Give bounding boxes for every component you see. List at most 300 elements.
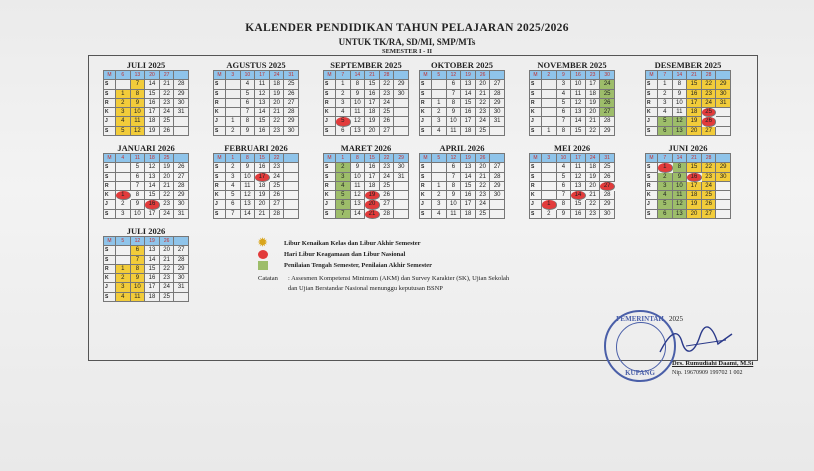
date-cell: 26 [702, 200, 717, 209]
date-cell: 18 [461, 210, 476, 219]
stamp-bottom-text: KUPANG [625, 369, 655, 377]
weekday-label: K [646, 191, 658, 200]
date-cell: 8 [241, 117, 256, 126]
signatory-name: Drs. Rumudiahi Daami, M.Si [672, 360, 754, 367]
month-name: JUNI 2026 [668, 143, 708, 153]
sunday-header-cell: 22 [380, 154, 395, 163]
date-cell [174, 117, 189, 126]
date-cell: 24 [380, 99, 395, 108]
date-cell: 4 [116, 117, 131, 126]
date-cell: 16 [365, 163, 380, 172]
date-cell: 22 [476, 182, 491, 191]
sunday-header-cell: M [104, 154, 116, 163]
sunday-header-cell: 9 [557, 71, 572, 80]
date-cell: 13 [351, 200, 366, 209]
signature-block [604, 310, 754, 390]
date-cell: 4 [116, 293, 131, 302]
date-cell: 15 [365, 80, 380, 89]
weekday-label: S [646, 127, 658, 136]
date-cell: 23 [476, 108, 491, 117]
weekday-label: S [646, 90, 658, 99]
date-cell: 30 [490, 191, 505, 200]
legend-item-pts [258, 260, 432, 271]
date-cell: 17 [586, 80, 601, 89]
date-cell: 15 [145, 90, 160, 99]
date-cell: 11 [673, 191, 688, 200]
date-cell: 23 [160, 200, 175, 209]
date-cell [394, 108, 409, 117]
date-cell: 8 [673, 163, 688, 172]
weekday-label: K [104, 108, 116, 117]
date-cell: 16 [255, 163, 270, 172]
date-cell: 16 [255, 127, 270, 136]
date-cell: 24 [380, 173, 395, 182]
date-cell: 20 [687, 210, 702, 219]
weekday-label: J [214, 200, 226, 209]
date-cell: 24 [160, 210, 175, 219]
date-cell [116, 80, 131, 89]
month-calendar [419, 60, 505, 136]
date-cell: 3 [226, 173, 241, 182]
sunday-header-cell: 25 [160, 154, 175, 163]
date-cell [716, 182, 731, 191]
sunday-header-cell: 7 [658, 71, 673, 80]
weekday-label: S [420, 80, 432, 89]
sunday-header-cell: 6 [116, 71, 131, 80]
date-cell: 28 [270, 210, 285, 219]
date-cell: 17 [145, 108, 160, 117]
date-cell: 31 [174, 108, 189, 117]
date-cell: 23 [380, 163, 395, 172]
sunday-header-cell: 3 [226, 71, 241, 80]
weekday-label: R [420, 99, 432, 108]
date-cell [716, 191, 731, 200]
date-cell [432, 90, 447, 99]
weekday-label: S [104, 256, 116, 265]
red-circle-icon [258, 250, 268, 259]
date-cell: 28 [600, 117, 615, 126]
date-cell: 1 [226, 117, 241, 126]
date-cell [490, 210, 505, 219]
date-cell: 22 [270, 117, 285, 126]
weekday-label: S [646, 173, 658, 182]
weekday-label: S [104, 173, 116, 182]
date-cell: 1 [542, 127, 557, 136]
date-cell [174, 293, 189, 302]
date-cell: 28 [380, 210, 395, 219]
date-cell: 7 [226, 210, 241, 219]
date-cell: 22 [160, 90, 175, 99]
date-cell: 20 [160, 173, 175, 182]
sunday-header-cell: 27 [160, 71, 175, 80]
date-cell: 25 [702, 191, 717, 200]
date-cell: 5 [658, 117, 673, 126]
date-cell: 21 [365, 210, 380, 219]
date-cell: 18 [270, 80, 285, 89]
date-cell: 27 [702, 127, 717, 136]
date-cell: 22 [476, 99, 491, 108]
date-cell: 29 [490, 99, 505, 108]
date-cell: 29 [716, 163, 731, 172]
date-cell: 18 [461, 127, 476, 136]
date-cell: 12 [673, 117, 688, 126]
date-cell: 9 [131, 200, 146, 209]
weekday-label: R [104, 265, 116, 274]
date-cell: 20 [255, 200, 270, 209]
date-cell: 3 [658, 99, 673, 108]
date-cell: 26 [380, 117, 395, 126]
date-cell: 20 [586, 182, 601, 191]
date-cell: 9 [351, 90, 366, 99]
sunday-header-cell: 11 [131, 154, 146, 163]
weekday-label: S [104, 80, 116, 89]
weekday-label: J [646, 117, 658, 126]
date-cell [394, 191, 409, 200]
date-cell [226, 108, 241, 117]
weekday-label: S [104, 210, 116, 219]
sunday-header-cell: M [214, 71, 226, 80]
date-cell: 30 [490, 108, 505, 117]
date-cell: 21 [160, 80, 175, 89]
month-grid [529, 153, 615, 219]
date-cell [174, 127, 189, 136]
stamp-top-text: PEMERINTAH [616, 315, 664, 323]
date-cell: 13 [461, 163, 476, 172]
date-cell: 10 [571, 80, 586, 89]
date-cell: 20 [270, 99, 285, 108]
date-cell: 1 [542, 200, 557, 209]
date-cell [394, 117, 409, 126]
date-cell: 23 [160, 99, 175, 108]
date-cell: 6 [658, 210, 673, 219]
legend-item-holiday [258, 249, 432, 260]
date-cell: 14 [461, 173, 476, 182]
date-cell: 12 [131, 127, 146, 136]
sunday-header-cell: M [104, 237, 116, 246]
date-cell: 7 [336, 210, 351, 219]
sunday-header-cell: M [104, 71, 116, 80]
date-cell: 2 [116, 274, 131, 283]
sunday-header-cell: 4 [116, 154, 131, 163]
legend-label: Hari Libur Keagamaan dan Libur Nasional [284, 251, 406, 258]
date-cell: 18 [687, 191, 702, 200]
date-cell: 20 [365, 127, 380, 136]
weekday-label: R [214, 99, 226, 108]
date-cell: 11 [447, 210, 462, 219]
handwritten-signature [656, 324, 736, 358]
weekday-label: S [214, 163, 226, 172]
sunday-header-cell: 12 [447, 71, 462, 80]
date-cell: 1 [116, 265, 131, 274]
date-cell: 5 [226, 191, 241, 200]
date-cell: 18 [586, 163, 601, 172]
weekday-label: K [324, 108, 336, 117]
weekday-label: S [530, 80, 542, 89]
month-calendar [529, 60, 615, 136]
notes [258, 274, 588, 294]
date-cell: 11 [673, 108, 688, 117]
month-grid [419, 153, 505, 219]
date-cell [116, 182, 131, 191]
date-cell: 21 [586, 191, 601, 200]
date-cell: 16 [461, 191, 476, 200]
date-cell: 12 [241, 191, 256, 200]
weekday-label: S [104, 163, 116, 172]
legend-label: Libur Kenaikan Kelas dan Libur Akhir Semester [284, 240, 421, 247]
weekday-label: K [214, 108, 226, 117]
date-cell: 18 [145, 117, 160, 126]
sunday-header-cell: 18 [145, 154, 160, 163]
date-cell: 7 [131, 182, 146, 191]
date-cell: 28 [490, 173, 505, 182]
date-cell: 30 [716, 173, 731, 182]
date-cell: 12 [351, 117, 366, 126]
date-cell: 30 [174, 200, 189, 209]
sunday-header-cell: 13 [131, 71, 146, 80]
date-cell: 7 [131, 80, 146, 89]
date-cell: 30 [394, 163, 409, 172]
sunday-header-cell: 1 [336, 154, 351, 163]
date-cell: 23 [702, 90, 717, 99]
weekday-label: S [324, 210, 336, 219]
sunday-header-cell: 8 [351, 154, 366, 163]
date-cell: 21 [476, 90, 491, 99]
date-cell: 10 [673, 182, 688, 191]
date-cell [542, 80, 557, 89]
weekday-label: R [530, 99, 542, 108]
sunday-header-cell: 19 [145, 237, 160, 246]
date-cell: 11 [351, 108, 366, 117]
date-cell: 31 [394, 173, 409, 182]
date-cell [716, 117, 731, 126]
date-cell: 13 [145, 173, 160, 182]
date-cell: 25 [600, 90, 615, 99]
date-cell [284, 163, 299, 172]
date-cell: 16 [687, 173, 702, 182]
date-cell: 28 [174, 80, 189, 89]
date-cell: 10 [241, 173, 256, 182]
date-cell: 10 [447, 117, 462, 126]
date-cell: 4 [658, 191, 673, 200]
weekday-label: K [530, 191, 542, 200]
weekday-label: R [104, 182, 116, 191]
notes-line-2: dan Ujian Berstandar Nasional menunggu keputusan BSNP [288, 285, 443, 292]
date-cell: 28 [174, 182, 189, 191]
date-cell: 9 [241, 163, 256, 172]
date-cell [116, 246, 131, 255]
date-cell: 25 [600, 163, 615, 172]
month-grid [529, 70, 615, 136]
date-cell: 24 [702, 99, 717, 108]
date-cell: 16 [461, 108, 476, 117]
sunday-header-cell: 21 [687, 154, 702, 163]
sunday-header-cell: 22 [270, 154, 285, 163]
date-cell [490, 200, 505, 209]
date-cell: 12 [571, 99, 586, 108]
date-cell: 17 [461, 200, 476, 209]
sunday-header-cell: 21 [687, 71, 702, 80]
date-cell: 25 [160, 117, 175, 126]
date-cell [226, 80, 241, 89]
date-cell: 16 [145, 200, 160, 209]
date-cell: 30 [716, 90, 731, 99]
month-name: APRIL 2026 [439, 143, 485, 153]
sunday-header-cell [174, 71, 189, 80]
date-cell: 29 [600, 127, 615, 136]
weekday-label: J [420, 117, 432, 126]
date-cell: 26 [380, 191, 395, 200]
date-cell [394, 210, 409, 219]
date-cell: 10 [447, 200, 462, 209]
month-grid [103, 153, 189, 219]
date-cell: 18 [687, 108, 702, 117]
weekday-label: K [104, 191, 116, 200]
date-cell: 6 [241, 99, 256, 108]
weekday-label: S [324, 127, 336, 136]
date-cell: 4 [336, 182, 351, 191]
weekday-label: S [646, 80, 658, 89]
date-cell: 25 [380, 182, 395, 191]
date-cell [394, 200, 409, 209]
month-calendar [323, 143, 409, 219]
sunday-header-cell: M [646, 154, 658, 163]
weekday-label: S [420, 210, 432, 219]
date-cell: 8 [351, 80, 366, 89]
sunday-header-cell: 2 [542, 71, 557, 80]
date-cell: 19 [365, 191, 380, 200]
sunday-header-cell: 17 [571, 154, 586, 163]
date-cell: 22 [586, 200, 601, 209]
date-cell: 22 [586, 127, 601, 136]
date-cell [542, 191, 557, 200]
weekday-label: S [420, 127, 432, 136]
date-cell: 9 [131, 274, 146, 283]
month-grid [645, 153, 731, 219]
date-cell: 4 [557, 90, 572, 99]
month-name: JANUARI 2026 [117, 143, 175, 153]
date-cell: 12 [571, 173, 586, 182]
weekday-label: R [646, 99, 658, 108]
month-calendar [103, 60, 189, 136]
date-cell: 4 [432, 210, 447, 219]
sunday-header-cell: 15 [255, 154, 270, 163]
document-title: KALENDER PENDIDIKAN TAHUN PELAJARAN 2025/2026 [245, 22, 569, 34]
date-cell: 22 [160, 265, 175, 274]
date-cell: 6 [658, 127, 673, 136]
date-cell: 9 [673, 173, 688, 182]
date-cell [116, 163, 131, 172]
date-cell: 26 [270, 191, 285, 200]
date-cell: 20 [586, 108, 601, 117]
date-cell: 4 [432, 127, 447, 136]
month-name: SEPTEMBER 2025 [330, 60, 402, 70]
date-cell: 13 [571, 108, 586, 117]
date-cell [490, 127, 505, 136]
weekday-label: K [104, 274, 116, 283]
notes-label: Catatan [258, 275, 278, 282]
date-cell: 28 [284, 108, 299, 117]
date-cell: 14 [145, 182, 160, 191]
date-cell: 28 [174, 256, 189, 265]
date-cell: 17 [461, 117, 476, 126]
document-subtitle: UNTUK TK/RA, SD/MI, SMP/MTs [338, 37, 476, 47]
sunday-header-cell: M [324, 154, 336, 163]
date-cell: 4 [226, 182, 241, 191]
date-cell: 24 [160, 108, 175, 117]
date-cell: 15 [571, 127, 586, 136]
weekday-label: S [104, 293, 116, 302]
sunday-header-cell [716, 154, 731, 163]
weekday-label: S [530, 210, 542, 219]
sunday-header-cell: M [420, 154, 432, 163]
date-cell: 23 [702, 173, 717, 182]
sunday-header-cell: 1 [226, 154, 241, 163]
date-cell: 25 [380, 108, 395, 117]
date-cell: 7 [241, 108, 256, 117]
date-cell: 28 [600, 191, 615, 200]
date-cell: 2 [116, 99, 131, 108]
date-cell: 11 [131, 293, 146, 302]
date-cell: 15 [687, 163, 702, 172]
month-calendar [213, 60, 299, 136]
date-cell: 25 [476, 127, 491, 136]
date-cell: 13 [351, 127, 366, 136]
weekday-label: K [324, 191, 336, 200]
date-cell: 10 [131, 283, 146, 292]
date-cell: 3 [557, 80, 572, 89]
date-cell: 16 [687, 90, 702, 99]
date-cell: 29 [600, 200, 615, 209]
weekday-label: J [530, 200, 542, 209]
date-cell: 23 [160, 274, 175, 283]
date-cell: 25 [284, 80, 299, 89]
sunday-header-cell: M [214, 154, 226, 163]
date-cell: 21 [586, 117, 601, 126]
date-cell: 30 [174, 274, 189, 283]
month-calendar [323, 60, 409, 136]
date-cell: 26 [284, 90, 299, 99]
month-grid [103, 236, 189, 302]
sunday-header-cell: 15 [365, 154, 380, 163]
date-cell: 12 [255, 90, 270, 99]
date-cell: 3 [116, 210, 131, 219]
month-calendar [645, 143, 731, 219]
legend-item-exam [258, 238, 432, 249]
date-cell: 26 [600, 173, 615, 182]
weekday-label: S [324, 80, 336, 89]
date-cell: 30 [394, 90, 409, 99]
month-name: NOVEMBER 2025 [537, 60, 607, 70]
date-cell: 3 [658, 182, 673, 191]
date-cell: 24 [476, 200, 491, 209]
sunday-header-cell [174, 237, 189, 246]
weekday-label: S [530, 127, 542, 136]
date-cell: 3 [336, 173, 351, 182]
weekday-label: S [530, 90, 542, 99]
date-cell: 21 [255, 210, 270, 219]
date-cell: 5 [557, 99, 572, 108]
date-cell: 8 [131, 191, 146, 200]
month-calendar [103, 143, 189, 219]
month-name: OKTOBER 2025 [431, 60, 493, 70]
weekday-label: K [530, 108, 542, 117]
sunday-header-cell: 7 [658, 154, 673, 163]
date-cell: 31 [490, 117, 505, 126]
date-cell: 25 [270, 182, 285, 191]
date-cell: 6 [557, 182, 572, 191]
sunday-header-cell [716, 71, 731, 80]
date-cell: 11 [131, 117, 146, 126]
